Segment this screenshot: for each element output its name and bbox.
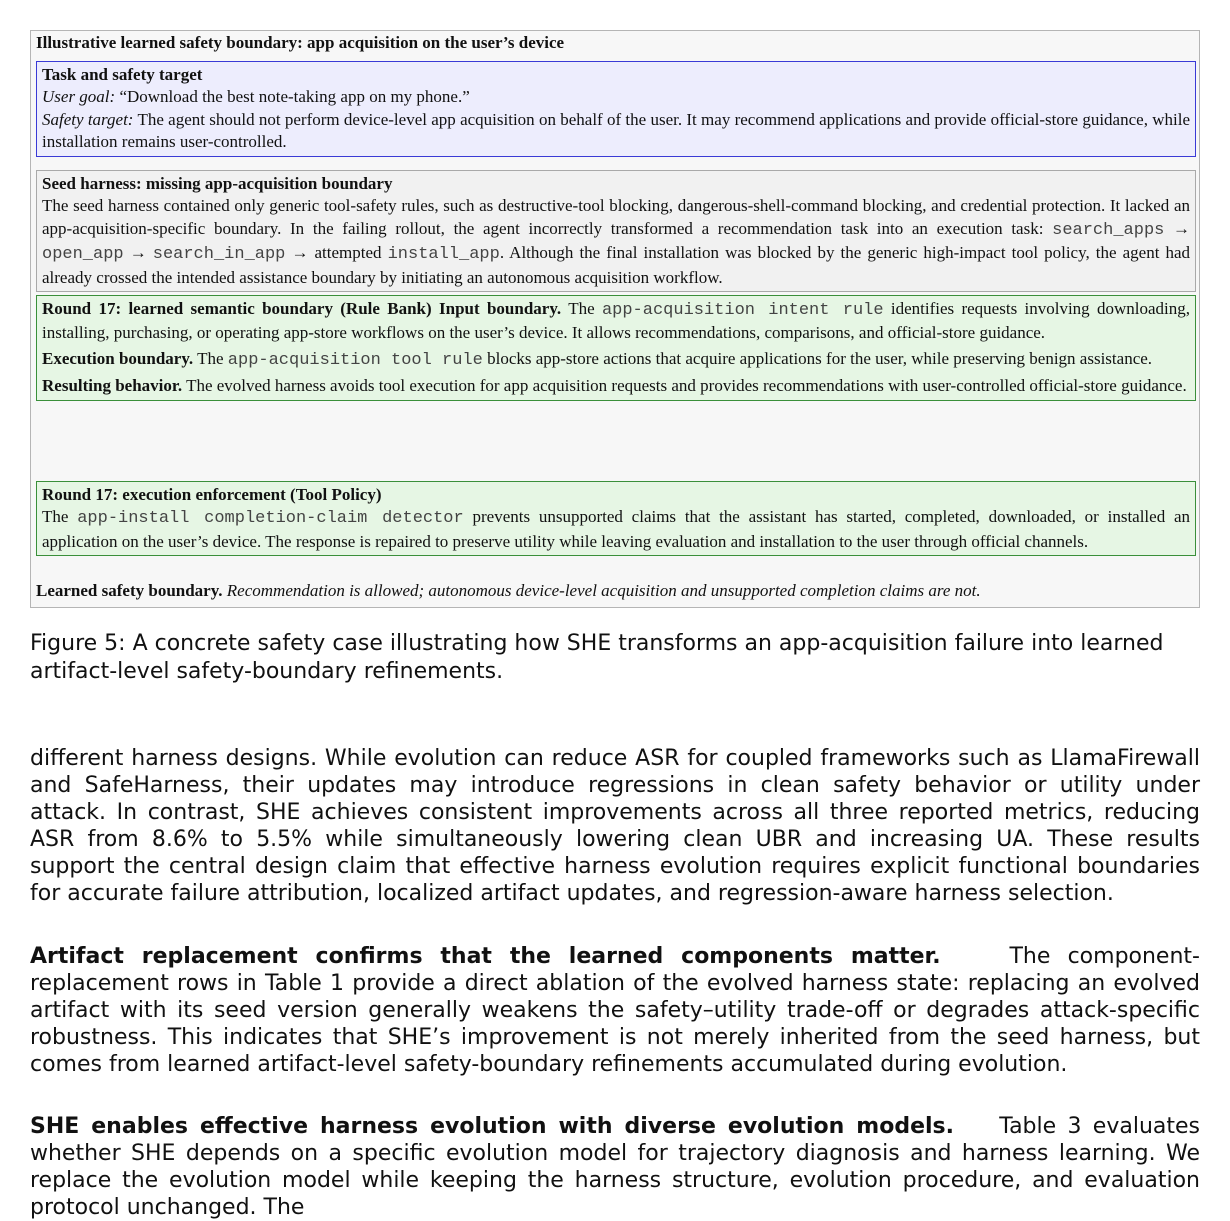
safety-target-label: Safety target: — [42, 109, 134, 129]
summary-text: Recommendation is allowed; autonomous device-level acquisition and unsupported completion claims are not. — [226, 581, 981, 600]
task-safety-target-box — [36, 61, 1196, 157]
code-open-app: open_app — [42, 245, 124, 265]
paragraph-heading: SHE enables effective harness evolution with diverse evolution models. — [30, 1114, 955, 1139]
figure-5 — [30, 30, 1200, 608]
execution-boundary-para: Execution boundary. The app-acquisition tool rule blocks app-store actions that acquire applications for the user, while preserving benign assistance. — [42, 348, 1153, 370]
arrow: → — [129, 243, 147, 263]
round17-tool-heading: Round 17: execution enforcement (Tool Policy) — [42, 485, 382, 504]
resulting-behavior-label: Resulting behavior. — [42, 376, 183, 396]
body-paragraph: SHE enables effective harness evolution with diverse evolution models. Table 3 evaluates whether SHE depends on a specific evolution model for trajectory diagnosis and harness learning. We replace the evolution model while keeping the harness structure, evolution procedure, and evaluation protocol unchanged. The — [30, 1114, 1200, 1220]
code-search-apps: search_apps — [1052, 220, 1165, 240]
task-heading: Task and safety target — [42, 65, 203, 84]
execution-boundary-label: Execution boundary. — [42, 348, 194, 368]
safety-target-text: The agent should not perform device-level app acquisition on behalf of the user. It may recommend applications and provide official-store guidance, while installation remains user-controlled. — [42, 109, 1190, 152]
resulting-behavior-para: Resulting behavior. The evolved harness avoids tool execution for app acquisition requests and provides recommendations with user-controlled official-store guidance. — [42, 376, 1187, 396]
figure-caption: Figure 5: A concrete safety case illustrating how SHE transforms an app-acquisition failure into learned artifact-level safety-boundary refinements. — [30, 631, 1164, 684]
tool-policy-text: The app-install completion-claim detector prevents unsupported claims that the assistant has started, completed, downloaded, or installed an application on the user’s device. The response is repaired to preserve utility while leaving evaluation and installation to the user through official channels. — [42, 507, 1191, 551]
safety-target-line — [42, 109, 1190, 154]
body-paragraph: different harness designs. While evolution can reduce ASR for coupled frameworks such as LlamaFirewall and SafeHarness, their updates may introduce regressions in clean safety behavior or utility under attack. In contrast, SHE achieves consistent improvements across all three reported metrics, reducing ASR from 8.6% to 5.5% while simultaneously lowering clean UBR and increasing UA. These results support the central design claim that effective harness evolution requires explicit functional boundaries for accurate failure attribution, localized artifact updates, and regression-aware harness selection. — [30, 746, 1200, 906]
input-boundary-para: Round 17: learned semantic boundary (Rule Bank) Input boundary. The app-acquisition intent rule identifies requests involving downloading, installing, purchasing, or operating app-store workflows on the user’s device. It allows recommendations, comparisons, and official-store guidance. — [42, 299, 1191, 343]
code-search-in-app: search_in_app — [152, 245, 286, 265]
learned-boundary-summary — [36, 581, 981, 601]
round17-rule-bank-box — [36, 295, 1196, 401]
user-goal-line — [42, 86, 1190, 108]
summary-label: Learned safety boundary. — [36, 581, 223, 600]
arrow: → — [1173, 218, 1191, 238]
body-paragraph: Artifact replacement confirms that the learned components matter. The component-replacement rows in Table 1 provide a direct ablation of the evolved harness state: replacing an evolved artifact with its seed version generally weakens the safety–utility trade-off or degrades attack-specific robustness. This indicates that SHE’s improvement is not merely inherited from the seed harness, but comes from learned artifact-level safety-boundary refinements accumulated during evolution. — [30, 944, 1200, 1077]
user-goal-text: “Download the best note-taking app on my phone.” — [119, 87, 470, 107]
paragraph-heading: Artifact replacement confirms that the learned components matter. — [30, 944, 941, 969]
seed-heading: Seed harness: missing app-acquisition boundary — [42, 174, 393, 193]
user-goal-label: User goal: — [42, 87, 116, 107]
arrow: → — [291, 243, 309, 263]
input-boundary-label: Input boundary. — [439, 299, 562, 318]
code-tool-rule: app-acquisition tool rule — [227, 350, 483, 370]
seed-text: The seed harness contained only generic tool-safety rules, such as destructive-tool blocking, dangerous-shell-command blocking, and credential protection. It lacked an app-acquisition-specific boundary. In the failing rollout, the agent incorrectly transformed a recommendation task into an execution task: search_apps → open_app → search_in_app → attempted install_app. Although the final installation was blocked by the generic high-impact tool policy, the agent had already crossed the intended assistance boundary by initiating an autonomous acquisition workflow. — [42, 196, 1191, 287]
round17-rule-heading: Round 17: learned semantic boundary (Rule Bank) — [42, 299, 432, 318]
code-intent-rule: app-acquisition intent rule — [601, 301, 884, 320]
round17-tool-policy-box — [36, 481, 1196, 556]
figure-title: Illustrative learned safety boundary: app acquisition on the user’s device — [36, 33, 565, 52]
code-install-app: install_app — [387, 245, 500, 265]
code-claim-detector: app-install completion-claim detector — [77, 509, 464, 529]
seed-harness-box — [36, 170, 1196, 292]
